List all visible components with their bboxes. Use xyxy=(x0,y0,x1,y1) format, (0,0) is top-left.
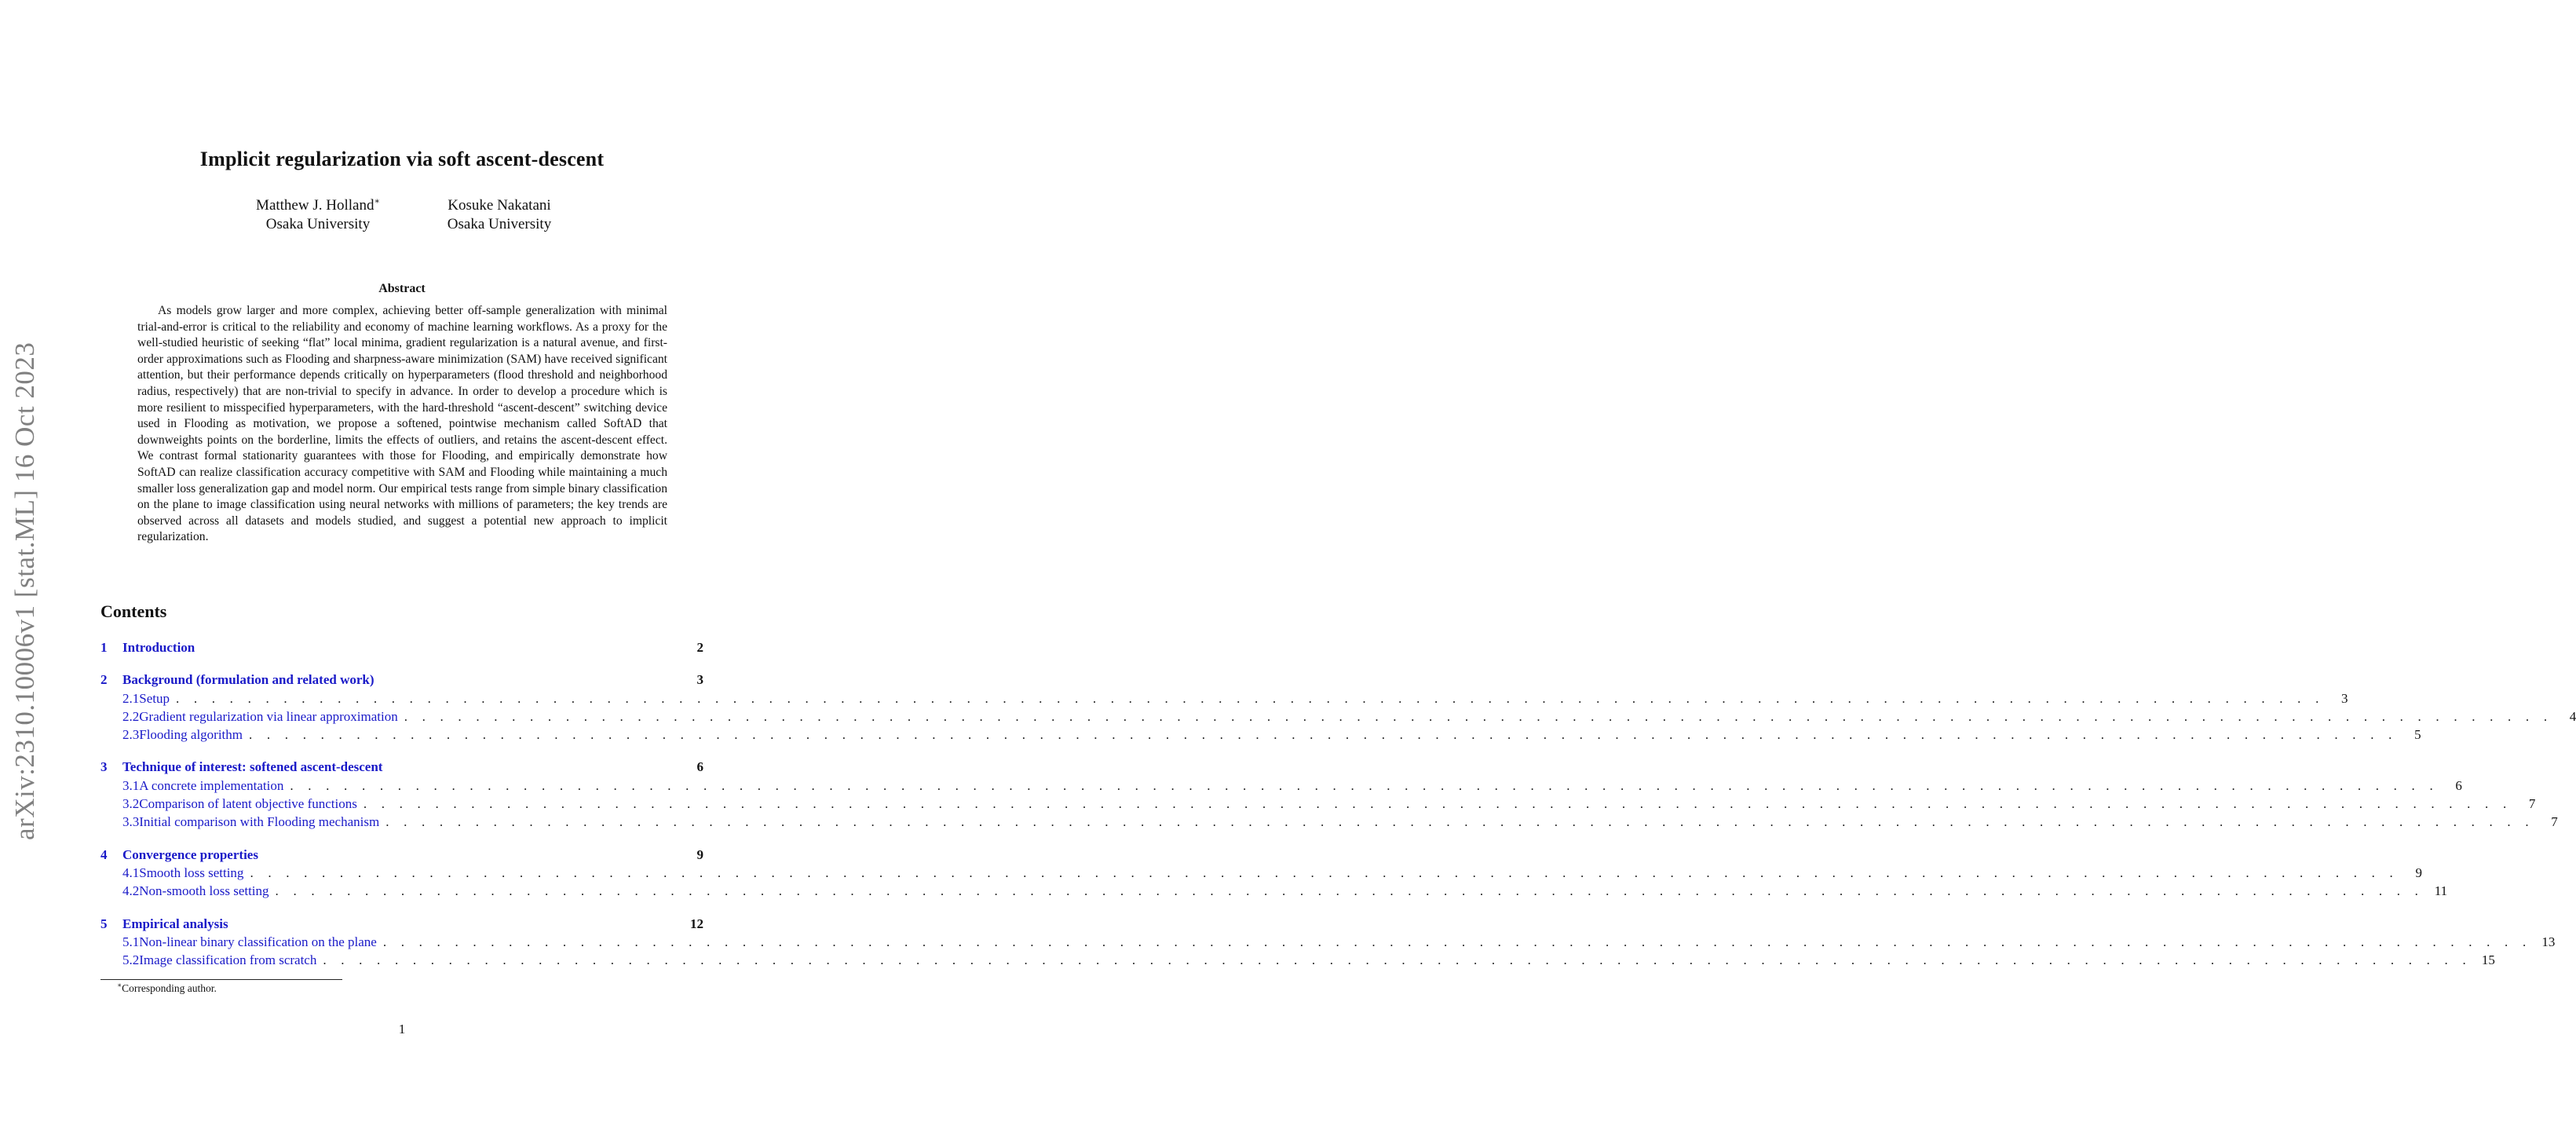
table-of-contents xyxy=(100,638,2576,983)
author-footnote-marker[interactable]: ∗ xyxy=(374,196,380,207)
toc-subsection-link[interactable]: Initial comparison with Flooding mechanism xyxy=(139,814,380,830)
footnote-text: Corresponding author. xyxy=(122,982,217,994)
toc-page-number: 7 xyxy=(2528,796,2536,812)
toc-subsection-number[interactable]: 4.1 xyxy=(122,865,140,880)
toc-entry-section[interactable] xyxy=(100,846,703,864)
author-name: Kosuke Nakatani xyxy=(448,197,551,214)
toc-subsection-link[interactable]: Image classification from scratch xyxy=(139,952,317,968)
toc-entry-subsection[interactable] xyxy=(100,777,2462,795)
author-name: Matthew J. Holland∗ xyxy=(256,196,380,214)
abstract-text: As models grow larger and more complex, achieving better off-sample generalization with minimal trial-and-error is critical to the reliability and economy of machine learning workflows. As a proxy for the well-studied heuristic of seeking “flat” local minima, gradient regularization is a natural avenue, and first-order approximations such as Flooding and sharpness-aware minimization (SAM) have received significant attention, but their performance depends critically on hyperparameters (flood threshold and neighborhood radius, respectively) that are non-trivial to specify in advance. In order to develop a procedure which is more resilient to misspecified hyperparameters, with the hard-threshold “ascent-descent” switching device used in Flooding as motivation, we propose a softened, pointwise mechanism called SoftAD that downweights points on the borderline, limits the effects of outliers, and retains the ascent-descent effect. We contrast formal stationarity guarantees with those for Flooding, and empirically demonstrate how SoftAD can realize classification accuracy competitive with SAM and Flooding while maintaining a much smaller loss generalization gap and model norm. Our empirical tests range from simple binary classification on the plane to image classification using neural networks with millions of parameters; the key trends are observed across all datasets and models studied, and suggest a potential new approach to implicit regularization. xyxy=(137,304,667,544)
toc-section-number[interactable]: 2 xyxy=(100,672,108,688)
toc-page-number: 13 xyxy=(2541,934,2556,949)
toc-subsection-link[interactable]: Flooding algorithm xyxy=(139,727,243,743)
toc-subsection-link[interactable]: Setup xyxy=(139,690,170,706)
toc-subsection-number[interactable]: 2.1 xyxy=(122,690,140,706)
footnote-marker: ∗ xyxy=(117,981,122,989)
toc-subsection-number[interactable]: 2.3 xyxy=(122,727,140,743)
toc-page-number: 5 xyxy=(2414,727,2421,743)
toc-subsection-link[interactable]: Non-smooth loss setting xyxy=(139,883,269,899)
toc-entry-subsection[interactable] xyxy=(100,813,2558,831)
toc-section-link[interactable]: Empirical analysis xyxy=(122,916,228,931)
page-number: 1 xyxy=(398,1022,406,1036)
toc-section-link[interactable]: Introduction xyxy=(122,640,195,655)
toc-subsection-number[interactable]: 3.2 xyxy=(122,796,140,812)
toc-entry-subsection[interactable] xyxy=(100,951,2495,969)
toc-section xyxy=(100,758,2558,831)
toc-entry-subsection[interactable] xyxy=(100,795,2536,813)
toc-subsection-number[interactable]: 2.2 xyxy=(122,708,140,724)
toc-subsection-number[interactable]: 4.2 xyxy=(122,883,140,899)
toc-section-number[interactable]: 5 xyxy=(100,916,108,931)
toc-subsection-number[interactable]: 3.3 xyxy=(122,814,140,830)
toc-page-number: 9 xyxy=(2415,865,2422,880)
toc-page-number: 4 xyxy=(2569,708,2576,724)
toc-entry-subsection[interactable] xyxy=(100,726,2421,744)
toc-subsection-number[interactable]: 3.1 xyxy=(122,777,140,793)
toc-dot-leader: . . . . . . . . . . . . . . . . . . . . . . . . . . . . . . . . . . . . . . . . . . . . . . . . . . . . . . . . . . . . . . . . . . . . . . . . . . . . . . . . . . . . . . . . . . . . . . . . . . . . . . . . . . . . . . . . . . . . . . . . xyxy=(323,952,2472,968)
toc-page-number: 15 xyxy=(2481,952,2495,968)
toc-dot-leader: . . . . . . . . . . . . . . . . . . . . . . . . . . . . . . . . . . . . . . . . . . . . . . . . . . . . . . . . . . . . . . . . . . . . . . . . . . . . . . . . . . . . . . . . . . . . . . . . . . . . . . . . . . . . . . . . . . . . . . . . xyxy=(385,814,2534,830)
toc-page-number: 3 xyxy=(2341,690,2348,706)
toc-entry-subsection[interactable] xyxy=(100,689,2348,707)
toc-entry-section[interactable] xyxy=(100,638,703,656)
toc-dot-leader: . . . . . . . . . . . . . . . . . . . . . . . . . . . . . . . . . . . . . . . . . . . . . . . . . . . . . . . . . . . . . . . . . . . . . . . . . . . . . . . . . . . . . . . . . . . . . . . . . . . . . . . . . . . . . . . . . . . . . . . . xyxy=(249,727,2398,743)
author-affiliation: Osaka University xyxy=(265,216,371,232)
toc-entry-subsection[interactable] xyxy=(100,933,2556,951)
toc-section xyxy=(100,638,703,656)
toc-section-number[interactable]: 1 xyxy=(100,640,108,655)
toc-subsection-link[interactable]: Comparison of latent objective functions xyxy=(139,796,357,812)
footnote xyxy=(117,982,217,995)
toc-entry-section[interactable] xyxy=(100,915,703,933)
toc-entry-section[interactable] xyxy=(100,758,703,776)
toc-entry-subsection[interactable] xyxy=(100,864,2422,882)
toc-dot-leader: . . . . . . . . . . . . . . . . . . . . . . . . . . . . . . . . . . . . . . . . . . . . . . . . . . . . . . . . . . . . . . . . . . . . . . . . . . . . . . . . . . . . . . . . . . . . . . . . . . . . . . . . . . . . . . . . . . . . . . . . xyxy=(404,708,2553,724)
toc-subsection-link[interactable]: Smooth loss setting xyxy=(139,865,244,880)
toc-section xyxy=(100,846,2448,901)
toc-entry-subsection[interactable] xyxy=(100,882,2448,900)
toc-section-link[interactable]: Background (formulation and related work) xyxy=(122,672,375,688)
toc-page-number: 2 xyxy=(696,640,703,655)
toc-section-link[interactable]: Convergence properties xyxy=(122,846,258,862)
toc-page-number: 7 xyxy=(2551,814,2558,830)
toc-section-number[interactable]: 3 xyxy=(100,759,108,775)
toc-page-number: 6 xyxy=(2455,777,2462,793)
toc-dot-leader: . . . . . . . . . . . . . . . . . . . . . . . . . . . . . . . . . . . . . . . . . . . . . . . . . . . . . . . . . . . . . . . . . . . . . . . . . . . . . . . . . . . . . . . . . . . . . . . . . . . . . . . . . . . . . . . . . . . . . . . . xyxy=(363,796,2512,812)
toc-entry-section[interactable] xyxy=(100,671,703,689)
toc-page-number: 9 xyxy=(696,846,703,862)
paper-title: Implicit regularization via soft ascent-descent xyxy=(199,148,605,170)
toc-dot-leader: . . . . . . . . . . . . . . . . . . . . . . . . . . . . . . . . . . . . . . . . . . . . . . . . . . . . . . . . . . . . . . . . . . . . . . . . . . . . . . . . . . . . . . . . . . . . . . . . . . . . . . . . . . . . . . . . . . . . . . . . xyxy=(382,934,2532,949)
toc-entry-subsection[interactable] xyxy=(100,707,2576,726)
arxiv-identifier-text: arXiv:2310.10006v1 [stat.ML] 16 Oct 2023 xyxy=(9,342,40,840)
toc-section-number[interactable]: 4 xyxy=(100,846,108,862)
toc-section xyxy=(100,915,2556,970)
toc-page-number: 3 xyxy=(696,672,703,688)
toc-page-number: 12 xyxy=(690,916,703,931)
contents-heading: Contents xyxy=(100,601,167,621)
toc-section xyxy=(100,671,2576,744)
author-block xyxy=(236,196,400,234)
toc-dot-leader: . . . . . . . . . . . . . . . . . . . . . . . . . . . . . . . . . . . . . . . . . . . . . . . . . . . . . . . . . . . . . . . . . . . . . . . . . . . . . . . . . . . . . . . . . . . . . . . . . . . . . . . . . . . . . . . . . . . . . . . . xyxy=(250,865,2399,880)
author-affiliation: Osaka University xyxy=(447,216,552,232)
toc-section-link[interactable]: Technique of interest: softened ascent-descent xyxy=(122,759,383,775)
toc-subsection-link[interactable]: Non-linear binary classification on the plane xyxy=(139,934,377,949)
toc-dot-leader: . . . . . . . . . . . . . . . . . . . . . . . . . . . . . . . . . . . . . . . . . . . . . . . . . . . . . . . . . . . . . . . . . . . . . . . . . . . . . . . . . . . . . . . . . . . . . . . . . . . . . . . . . . . . . . . . . . . . . . . . xyxy=(290,777,2439,793)
toc-dot-leader: . . . . . . . . . . . . . . . . . . . . . . . . . . . . . . . . . . . . . . . . . . . . . . . . . . . . . . . . . . . . . . . . . . . . . . . . . . . . . . . . . . . . . . . . . . . . . . . . . . . . . . . . . . . . . . . . . . . . . . . . xyxy=(175,690,2325,706)
footnote-divider xyxy=(100,979,342,980)
toc-page-number: 11 xyxy=(2434,883,2448,899)
toc-subsection-link[interactable]: Gradient regularization via linear approximation xyxy=(139,708,398,724)
toc-subsection-link[interactable]: A concrete implementation xyxy=(139,777,284,793)
toc-dot-leader: . . . . . . . . . . . . . . . . . . . . . . . . . . . . . . . . . . . . . . . . . . . . . . . . . . . . . . . . . . . . . . . . . . . . . . . . . . . . . . . . . . . . . . . . . . . . . . . . . . . . . . . . . . . . . . . . . . . . . . . . xyxy=(275,883,2424,899)
author-block xyxy=(430,196,568,234)
abstract-heading: Abstract xyxy=(378,282,426,295)
toc-page-number: 6 xyxy=(696,759,703,775)
toc-subsection-number[interactable]: 5.1 xyxy=(122,934,140,949)
toc-subsection-number[interactable]: 5.2 xyxy=(122,952,140,968)
